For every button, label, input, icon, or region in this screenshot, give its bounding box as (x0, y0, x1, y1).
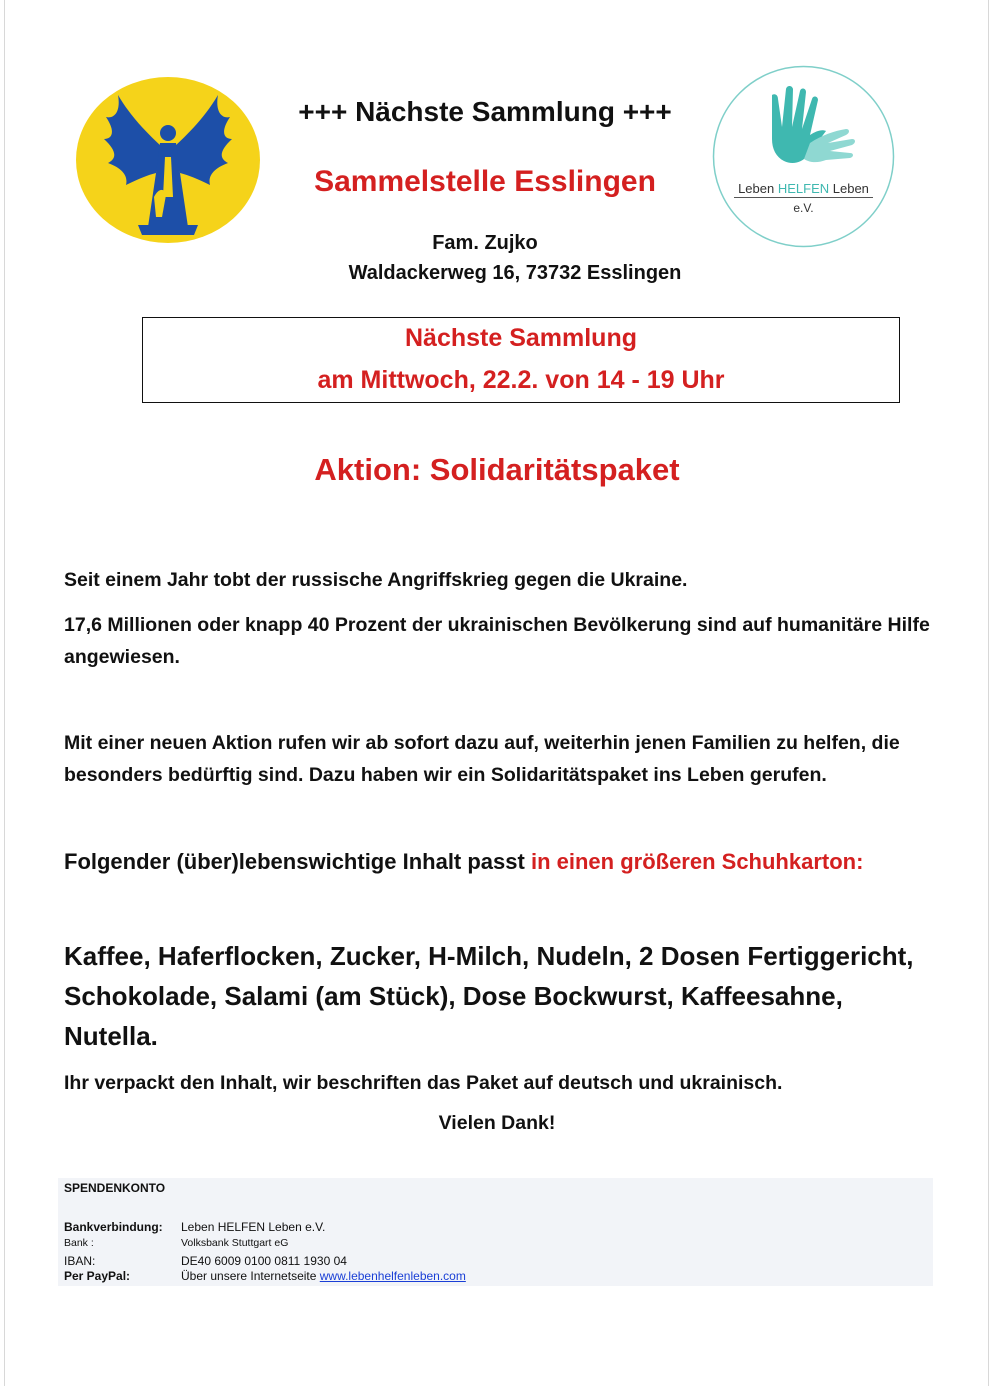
thanks: Vielen Dank! (438, 1112, 556, 1134)
next-collection-date: am Mittwoch, 22.2. von 14 - 19 Uhr (317, 366, 725, 394)
paypal-text: Über unsere Internetseite (181, 1269, 320, 1283)
hands-icon (712, 65, 895, 248)
header-title: +++ Nächste Sammlung +++ (298, 96, 672, 127)
bank-label: Bank : (64, 1237, 94, 1249)
contents-intro-red: in einen größeren Schuhkarton: (530, 849, 864, 874)
paragraph-packing: Ihr verpackt den Inhalt, wir beschriften das Paket auf deutsch und ukrainisch. (64, 1072, 783, 1094)
bankverbindung-label: Bankverbindung: (64, 1220, 163, 1234)
paypal-label: Per PayPal: (64, 1269, 131, 1283)
package-items: Kaffee, Haferflocken, Zucker, H-Milch, Nudeln, 2 Dosen Fertiggericht, Schokolade, Salami (am Stück), Dose Bockwurst, Kaffeesahne, Nutella. (64, 941, 914, 1051)
logo-word-leben-2: Leben (829, 181, 869, 196)
bankverbindung-value: Leben HELFEN Leben e.V. (181, 1220, 326, 1234)
bank-value: Volksbank Stuttgart eG (181, 1237, 289, 1249)
logo-word-leben-1: Leben (738, 181, 778, 196)
paragraph-contents-intro (64, 846, 934, 878)
address-street: Waldackerweg 16, 73732 Esslingen (348, 262, 682, 284)
angel-logo (76, 77, 260, 243)
paragraph-statistics: 17,6 Millionen oder knapp 40 Prozent der ukrainischen Bevölkerung sind auf humanitäre Hilfe angewiesen. (64, 614, 930, 668)
header-location: Sammelstelle Esslingen (314, 165, 656, 198)
address-name: Fam. Zujko (432, 232, 538, 254)
logo-wordmark (712, 181, 895, 197)
leben-helfen-leben-logo (712, 65, 895, 248)
paragraph-action: Mit einer neuen Aktion rufen wir ab sofort dazu auf, weiterhin jenen Familien zu helfen, die besonders bedürftig sind. Dazu haben wir ein Solidaritätspaket ins Leben gerufen. (64, 732, 900, 786)
donation-heading: SPENDENKONTO (64, 1181, 166, 1195)
website-link[interactable]: www.lebenhelfenleben.com (319, 1269, 466, 1283)
contents-intro-black: Folgender (über)lebenswichtige Inhalt passt (64, 849, 531, 874)
donation-account (58, 1178, 933, 1286)
action-title: Aktion: Solidaritätspaket (314, 452, 680, 487)
iban-label: IBAN: (64, 1254, 96, 1268)
next-collection-heading: Nächste Sammlung (404, 324, 637, 352)
iban-value: DE40 6009 0100 0811 1930 04 (181, 1254, 347, 1268)
logo-word-helfen: HELFEN (777, 181, 830, 196)
logo-underline (734, 197, 873, 198)
logo-ev: e.V. (793, 201, 814, 215)
angel-logo-icon (76, 77, 260, 243)
next-collection-box (142, 317, 900, 403)
paragraph-war: Seit einem Jahr tobt der russische Angriffskrieg gegen die Ukraine. (64, 569, 688, 591)
paypal-value (181, 1269, 466, 1283)
